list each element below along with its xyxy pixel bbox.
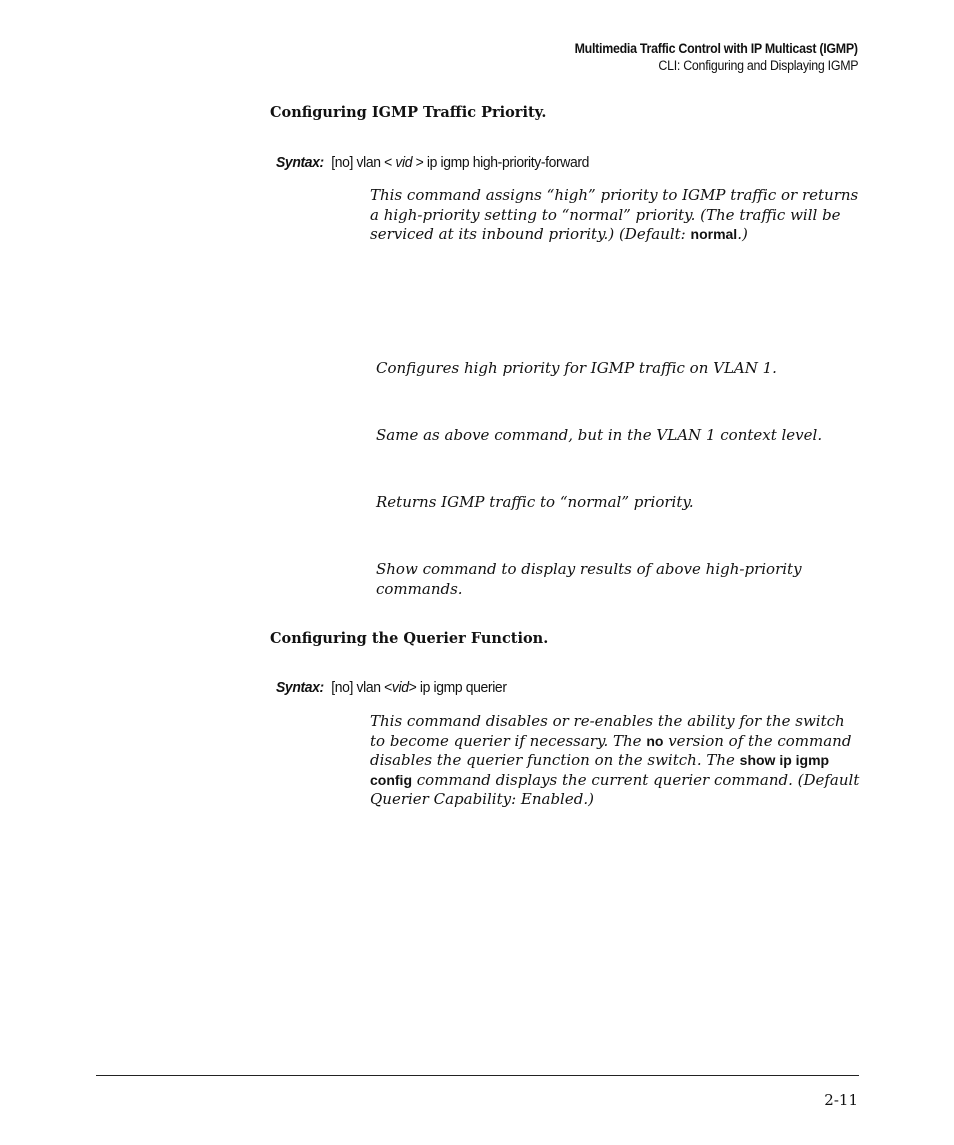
example-note-1: Configures high priority for IGMP traffic on VLAN 1. xyxy=(376,359,777,377)
syntax-command-suffix: > ip igmp querier xyxy=(408,679,507,696)
keyword-show-ip-igmp-config: show ip igmp config xyxy=(370,752,830,788)
description-text: This command assigns “high” priority to IGMP traffic or returns a high-priority setting to “normal” priority. (The traffic will be serviced at its inbound priority.) (Default: xyxy=(370,186,859,244)
syntax-command-prefix: [no] vlan < xyxy=(331,679,392,696)
section-heading-traffic-priority: Configuring IGMP Traffic Priority. xyxy=(270,104,547,121)
syntax-label: Syntax: xyxy=(276,154,324,171)
page-number: 2-11 xyxy=(824,1091,858,1109)
default-value: normal xyxy=(690,226,738,243)
syntax-line-querier xyxy=(276,679,507,696)
syntax-variable: vid xyxy=(395,154,413,171)
description-text-middle: version of the command disables the querier function on the switch. The xyxy=(370,731,852,770)
syntax-variable: vid xyxy=(391,679,409,696)
description-text-end: command displays the current querier command. (Default Querier Capability: Enabled.) xyxy=(370,770,860,809)
syntax-command-suffix: > ip igmp high-priority-forward xyxy=(412,154,590,171)
example-note-3: Returns IGMP traffic to “normal” priority. xyxy=(376,493,694,511)
description-querier xyxy=(370,712,860,810)
syntax-label: Syntax: xyxy=(276,679,324,696)
running-header-title: Multimedia Traffic Control with IP Multicast (IGMP) xyxy=(574,41,858,56)
example-note-4: Show command to display results of above high-priority commands. xyxy=(376,560,802,598)
syntax-line-high-priority xyxy=(276,154,589,171)
description-text: This command disables or re-enables the ability for the switch to become querier if necessary. The xyxy=(370,712,845,750)
running-header-subtitle: CLI: Configuring and Displaying IGMP xyxy=(658,58,858,73)
description-high-priority xyxy=(370,186,860,245)
footer-rule xyxy=(96,1075,859,1076)
example-note-2: Same as above command, but in the VLAN 1 context level. xyxy=(376,426,823,444)
section-heading-querier: Configuring the Querier Function. xyxy=(270,630,549,647)
keyword-no: no xyxy=(646,732,664,749)
syntax-command-prefix: [no] vlan < xyxy=(331,154,396,171)
description-text-end: .) xyxy=(737,225,748,244)
